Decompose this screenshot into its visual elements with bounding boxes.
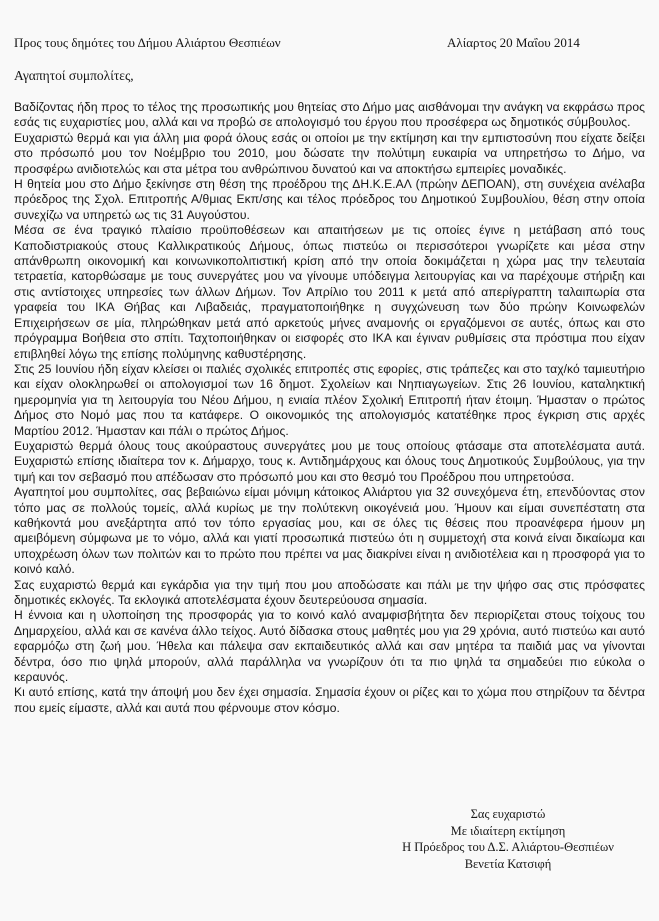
paragraph: Σας ευχαριστώ θερμά και εγκάρδια για την τιμή που μου αποδώσατε και πάλι με την ψήφο σας στις πρόσφατες δημοτικές εκλογές. Τα εκλογικά αποτελέσματα έχουν δευτερεύουσα σημασία. [14,577,645,607]
closing-thanks: Σας ευχαριστώ [470,807,546,821]
paragraph: Ευχαριστώ θερμά όλους τους ακούραστους συνεργάτες μου με τους οποίους φτάσαμε στα αποτελέσματα αυτά. Ευχαριστώ επίσης ιδιαίτερα τον κ. Δήμαρχο, τους κ. Αντιδημάρχους και όλους τους Δημοτικούς Συμβούλους, για την τιμή και τον σεβασμό που απέδωσαν στο πρόσωπό μου και στο θεσμό του Προέδρου που υπηρετούσα. [14,438,645,484]
closing-regards: Με ιδιαίτερη εκτίμηση [450,823,566,838]
paragraph: Κι αυτό επίσης, κατά την άποψή μου δεν έχει σημασία. Σημασία έχουν οι ρίζες και το χώμα που στηρίζουν τα δέντρα που εμείς είμαστε, αλλά και αυτά που φέρνουμε στον κόσμο. [14,685,645,715]
paragraph: Αγαπητοί μου συμπολίτες, σας βεβαιώνω είμαι μόνιμη κάτοικος Αλιάρτου για 32 συνεχόμενα έτη, επενδύοντας στον τόπο μας σε πολλούς τομείς, αλλά κυρίως με την πολύτεκνη οικογένειά μου. Ήμουν και είμαι συνεπέστατη στα καθήκοντά μου ανεξάρτητα από τον τόπο εργασίας μου, και σε όλες τις θέσεις που προανέφερα ήμουν μη αμειβόμενη σύμφωνα με το νόμο, αλλά και γιατί προσωπικά πιστεύω ότι η συμμετοχή στα κοινά είναι δικαίωμα και υποχρέωση όλων των πολιτών και το πρώτο που πρέπει να μας διακρίνει είναι η ανιδιοτέλεια και η προσφορά για το κοινό καλό. [14,485,645,577]
paragraph: Στις 25 Ιουνίου ήδη είχαν κλείσει οι παλιές σχολικές επιτροπές στις εφορίες, στις τράπεζες και στο ταχ/κό ταμιευτήριο και είχαν ολοκληρωθεί οι απολογισμοί των 16 δημοτ. Σχολείων και Νηπιαγωγείων. Στις 26 Ιουνίου, καταληκτική ημερομηνία για τη λειτουργία του Νέου Δήμου, η ενιαία πλέον Σχολική Επιτροπή ήταν έτοιμη. Ήμασταν ο πρώτος Δήμος στο Νομό μας που τα κατάφερε. Ο οικονομικός της απολογισμός κατατέθηκε προς έγκριση στις αρχές Μαρτίου 2012. Ήμασταν και πάλι ο πρώτος Δήμος. [14,361,645,438]
paragraph: Η έννοια και η υλοποίηση της προσφοράς για το κοινό καλό αναμφισβήτητα δεν περιορίζεται στους τοίχους του Δημαρχείου, αλλά και σε κανένα άλλο τείχος. Αυτό δίδασκα στους μαθητές μου για 29 χρόνια, αυτό πιστεύω και αυτό εφαρμόζω στη ζωή μου. Ήθελα και πάλεψα σαν εκπαιδευτικός αλλά και σαν μητέρα τα παιδιά μας να γίνονται δέντρα, όσο πιο ψηλά μπορούν, αλλά παράλληλα να γνωρίζουν ότι τα πιο ψηλά τα σημαδεύει πιο εύκολα ο κεραυνός. [14,608,645,685]
signer-name: Βενετία Κατσιφή [464,856,552,871]
recipient-line: Προς τους δημότες του Δήμου Αλιάρτου Θεσπιέων [14,35,281,50]
date-line: Αλίαρτος 20 Μαΐου 2014 [447,35,580,50]
paragraph: Η θητεία μου στο Δήμο ξεκίνησε στη θέση της προέδρου της ΔΗ.Κ.Ε.ΑΛ (πρώην ΔΕΠΟΑΝ), στη συνέχεια ανέλαβα πρόεδρος της Σχολ. Επιτροπής Α/θμιας Εκπ/σης και τέλος πρόεδρος του Δημοτικού Συμβουλίου, θέση στην οποία συνεχίζω να υπηρετώ ως τις 31 Αυγούστου. [14,177,645,222]
signer-title: Η Πρόεδρος του Δ.Σ. Αλιάρτου-Θεσπιέων [402,840,614,854]
signature-block [388,806,628,872]
paragraph: Μέσα σε ένα τραγικό πλαίσιο προϋποθέσεων και απαιτήσεων με τις οποίες έγινε η μετάβαση από τους Καποδιστριακούς στους Καλλικρατικούς Δήμους, όπως πιστεύω οι περισσότεροι γνωρίζετε και μέσα στην απάνθρωπη οικονομική και κοινωνικοπολιτιστική κρίση από την οποία δοκιμάζεται η χώρα μας την τελευταία τετραετία, κατορθώσαμε με τους συνεργάτες μου να γίνουμε υπόδειγμα λειτουργίας και να παρέχουμε στήριξη και στις αντίστοιχες υπηρεσίες των άλλων Δήμων. Τον Απρίλιο του 2011 κ μετά από απερίγραπτη ταλαιπωρία στα γραφεία του ΙΚΑ Θήβας και Λιβαδειάς, πραγματοποιήθηκε η συγχώνευση των δύο πρώην Κοινωφελών Επιχειρήσεων σε μία, πληρώθηκαν μετά από αρκετούς μήνες αναμονής οι εργαζόμενοι σε αυτές, όπως και στο πρόγραμμα Βοήθεια στο σπίτι. Ταχτοποιήθηκαν οι εισφορές στο ΙΚΑ και έγιναν ρυθμίσεις στα πρόστιμα που είχαν επιβληθεί λόγω της επίσης πολύμηνης καθυστέρησης. [14,223,645,361]
letter-body [14,100,645,716]
greeting: Αγαπητοί συμπολίτες, [14,68,134,83]
paragraph: Ευχαριστώ θερμά και για άλλη μια φορά όλους εσάς οι οποίοι με την εκτίμηση και την εμπιστοσύνη που είχατε δείξει στο πρόσωπό μου τον Νοέμβριο του 2010, μου δώσατε την πολύτιμη ευκαιρία να υπηρετήσω το Δήμο, να προσφέρω ανιδιοτελώς και στα μέτρα του ανθρώπινου δυνατού και να αποκτήσω εμπειρίες μοναδικές. [14,130,645,176]
paragraph: Βαδίζοντας ήδη προς το τέλος της προσωπικής μου θητείας στο Δήμο μας αισθάνομαι την ανάγκη να εκφράσω προς εσάς τις ευχαριστίες μου, αλλά και να προβώ σε απολογισμό του έργου που προσέφερα ως δημοτικός σύμβουλος. [14,100,645,130]
letter-header [14,35,646,51]
